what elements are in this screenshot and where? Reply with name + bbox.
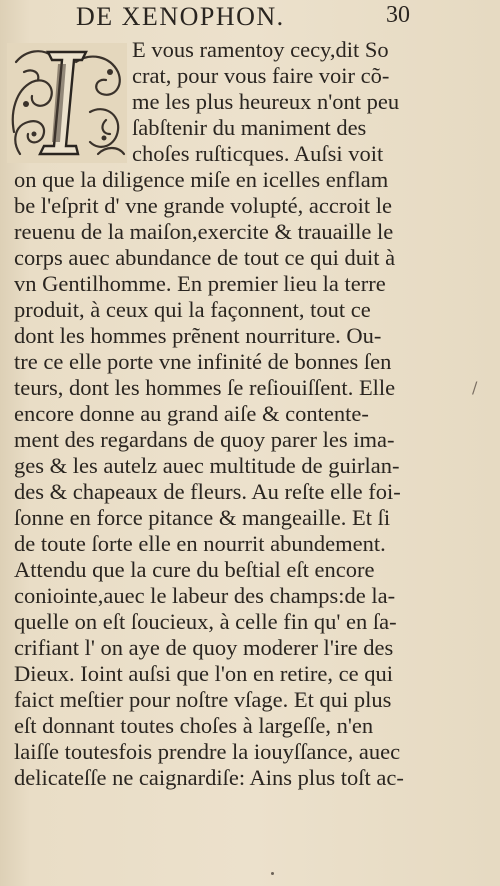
text-line: on que la diligence miſe en icelles enflam <box>14 167 389 192</box>
text-line: laiſſe toutesfois prendre la iouyſſance, auec <box>14 739 401 764</box>
text-line: eſt donnant toutes choſes à largeſſe, n'en <box>14 713 374 738</box>
text-line: ment des regardans de quoy parer les ima- <box>14 427 395 452</box>
text-line: des & chapeaux de fleurs. Au reſte elle foi- <box>14 479 401 504</box>
text-line: vn Gentilhomme. En premier lieu la terre <box>14 271 386 296</box>
page-header <box>0 2 500 34</box>
text-line: choſes ruſticques. Auſsi voit <box>132 141 384 166</box>
text-line: E vous ramentoy cecy,dit So <box>132 37 389 62</box>
text-line: corps auec abundance de tout ce qui duit à <box>14 245 396 270</box>
text-line: quelle on eſt ſoucieux, à celle fin qu' en ſa- <box>14 609 397 634</box>
text-line: crat, pour vous faire voir cõ- <box>132 63 390 88</box>
text-line: Dieux. Ioint auſsi que l'on en retire, ce qui <box>14 661 393 686</box>
text-line: teurs, dont les hommes ſe reſiouiſſent. Elle <box>14 375 396 400</box>
text-line: encore donne au grand aiſe & contente- <box>14 401 369 426</box>
text-line: me les plus heureux n'ont peu <box>132 89 400 114</box>
text-line: delicateſſe ne caignardiſe: Ains plus toſt ac- <box>14 765 404 790</box>
text-line: de toute ſorte elle en nourrit abundement. <box>14 531 386 556</box>
ink-dot <box>271 872 274 875</box>
text-line: faict meſtier pour noſtre vſage. Et qui plus <box>14 687 392 712</box>
text-line: tre ce elle porte vne infinité de bonnes ſen <box>14 349 392 374</box>
text-line: ſonne en force pitance & mangeaille. Et ſi <box>14 505 391 530</box>
text-line: crifiant l' on aye de quoy moderer l'ire des <box>14 635 394 660</box>
text-line: produit, à ceux qui la façonnent, tout ce <box>14 297 371 322</box>
text-line: dont les hommes prẽnent nourriture. Ou- <box>14 323 382 348</box>
text-line: ges & les autelz auec multitude de guirlan- <box>14 453 400 478</box>
decorated-initial <box>6 42 128 164</box>
text-line: Attendu que la cure du beſtial eſt encore <box>14 557 375 582</box>
running-head: DE XENOPHON. <box>76 2 285 31</box>
text-line: ſabſtenir du maniment des <box>132 115 367 140</box>
margin-mark: / <box>472 378 478 397</box>
text-line: be l'eſprit d' vne grande volupté, accroit le <box>14 193 392 218</box>
text-line: coniointe,auec le labeur des champs:de la- <box>14 583 396 608</box>
page-number: 30 <box>386 2 410 28</box>
text-line: reuenu de la maiſon,exercite & trauaille le <box>14 219 394 244</box>
